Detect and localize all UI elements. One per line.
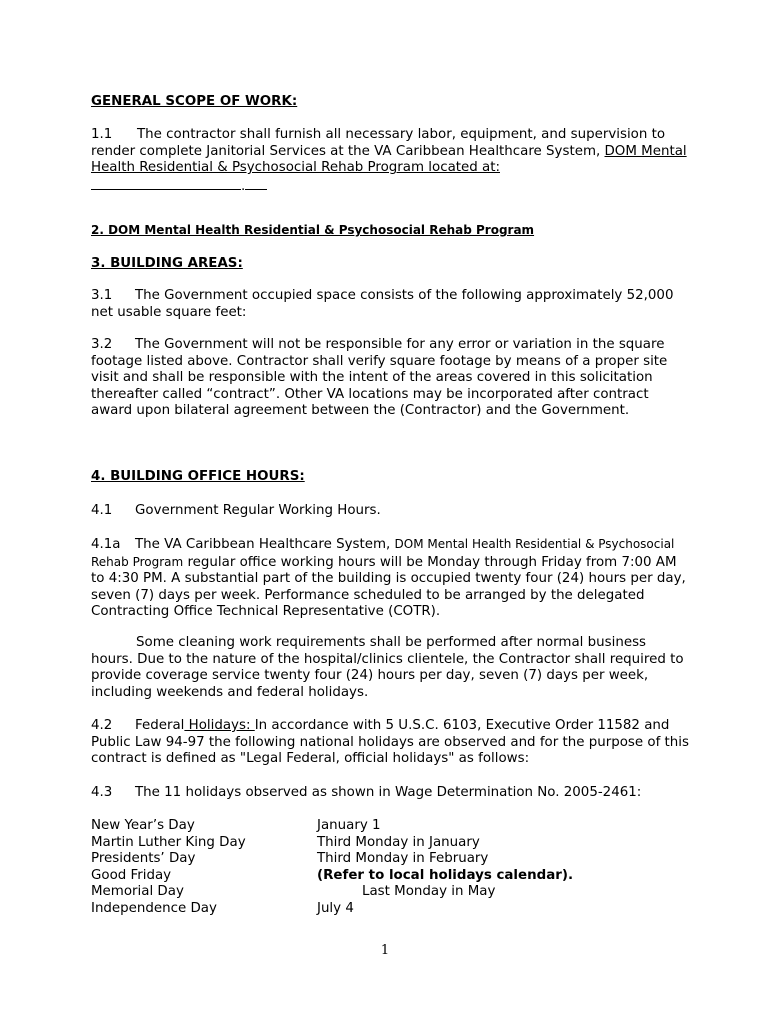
heading-office-hours: 4. BUILDING OFFICE HOURS:: [91, 469, 305, 484]
holiday-name: Presidents’ Day: [91, 851, 196, 866]
section-1-1: [91, 127, 691, 195]
holidays-label: Holidays:: [184, 718, 255, 733]
section-4-3: [91, 785, 691, 802]
heading-building-areas: 3. BUILDING AREAS:: [91, 256, 243, 271]
holiday-date: Third Monday in January: [317, 834, 480, 850]
section-4-1: [91, 503, 691, 520]
holiday-date: Third Monday in February: [317, 851, 489, 866]
section-text-pre: The VA Caribbean Healthcare System,: [135, 537, 395, 552]
section-text: Government Regular Working Hours.: [135, 503, 381, 518]
holiday-date: July 4: [317, 900, 354, 916]
holiday-date: (Refer to local holidays calendar).: [317, 867, 574, 883]
holiday-row: [91, 901, 651, 918]
holiday-name: Memorial Day: [91, 884, 184, 899]
program-name: DOM Mental Health Residential & Psychosocial Rehab Program: [91, 537, 675, 569]
page-number: 1: [380, 943, 390, 958]
section-text-post: In accordance with 5 U.S.C. 6103, Executive Order 11582 and Public Law 94-97 the following national holidays are observed and for the purpose of this contract is defined as "Legal Federal, official holidays" as follows:: [91, 718, 689, 767]
section-3-1: [91, 288, 691, 321]
holiday-row: [91, 868, 651, 885]
blank-line: [91, 177, 241, 190]
holiday-date: Last Monday in May: [362, 884, 496, 899]
section-text: The Government will not be responsible for any error or variation in the square footage listed above. Contractor shall verify square footage by means of a proper site visit and shall be responsible with the intent of the areas covered in this solicitation thereafter called “contract”. Other VA locations may be incorporated after contract award upon bilateral agreement between the (Contractor) and the Government.: [91, 337, 668, 419]
program-link-text: DOM Mental Health Residential & Psychosocial Rehab Program located at:: [91, 143, 687, 176]
section-text-post: regular office working hours will be Monday through Friday from 7:00 AM to 4:30 PM. A substantial part of the building is occupied twenty four (24) hours per day, seven (7) days per week. Performance scheduled to be arranged by the delegated Contracting Office Technical Representative (COTR).: [91, 554, 686, 620]
cleaning-paragraph: [91, 635, 691, 701]
holiday-row: [91, 851, 651, 868]
holiday-list: [91, 818, 651, 917]
holiday-row: [91, 884, 651, 901]
paragraph-text: Some cleaning work requirements shall be performed after normal business hours. Due to the nature of the hospital/clinics clientele, the Contractor shall required to provide coverage service twenty four (24) hours per day, seven (7) days per week, including weekends and federal holidays.: [91, 635, 684, 700]
holiday-name: Good Friday: [91, 867, 172, 883]
holiday-row: [91, 818, 651, 835]
section-4-2: [91, 718, 691, 768]
heading-section-2: 2. DOM Mental Health Residential & Psychosocial Rehab Program: [91, 223, 535, 237]
section-number: 3.1: [91, 288, 113, 303]
section-text: The Government occupied space consists of the following approximately 52,000 net usable square feet:: [91, 288, 674, 320]
section-text: The 11 holidays observed as shown in Wage Determination No. 2005-2461:: [135, 785, 642, 800]
blank-period: .: [241, 178, 246, 194]
heading-general-scope: GENERAL SCOPE OF WORK:: [91, 94, 298, 109]
section-number: 1.1: [91, 127, 113, 142]
holiday-date: January 1: [317, 818, 381, 833]
section-text: The contractor shall furnish all necessary labor, equipment, and supervision to render complete Janitorial Services at the VA Caribbean Healthcare System,: [91, 127, 666, 159]
section-number: 3.2: [91, 337, 113, 352]
section-number: 4.2: [91, 718, 113, 733]
holiday-name: New Year’s Day: [91, 818, 195, 833]
blank-line-end: [245, 177, 267, 190]
section-number: 4.1a: [91, 537, 121, 552]
section-4-1a: [91, 536, 691, 621]
holiday-name: Martin Luther King Day: [91, 834, 246, 850]
section-text-pre: Federal: [135, 718, 185, 733]
holiday-row: [91, 835, 651, 852]
holiday-name: Independence Day: [91, 900, 217, 916]
section-number: 4.3: [91, 785, 113, 800]
section-3-2: [91, 337, 691, 420]
section-number: 4.1: [91, 503, 113, 518]
